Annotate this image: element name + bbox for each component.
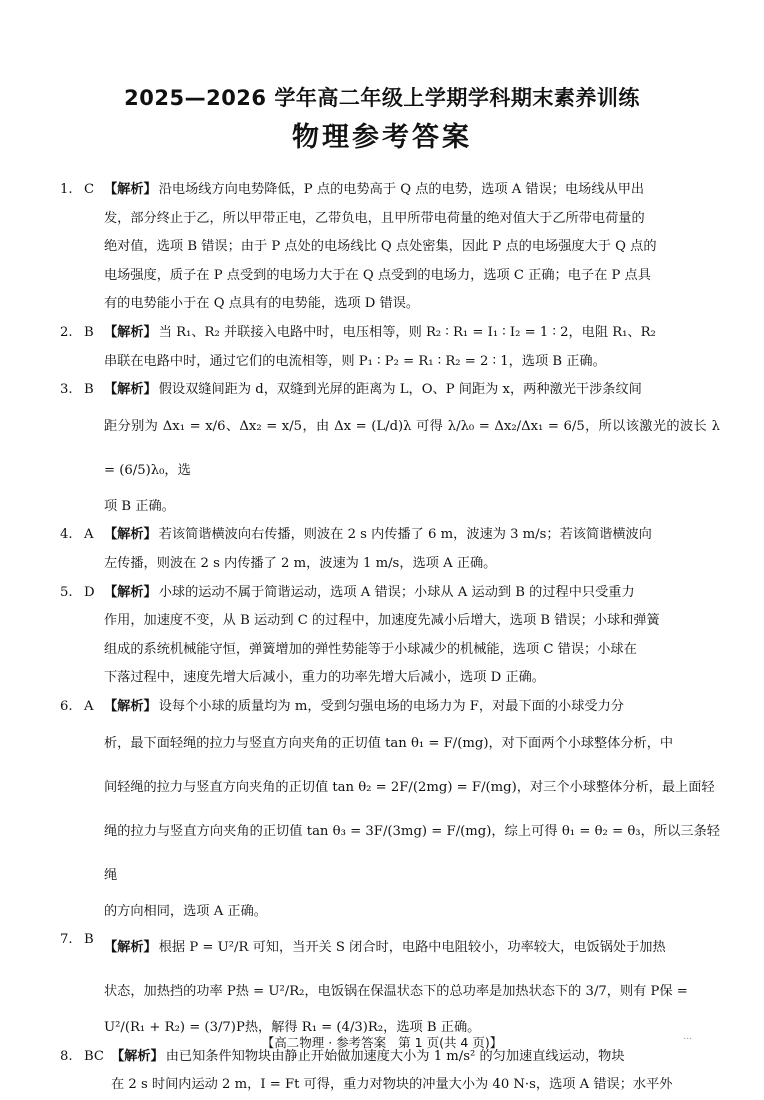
explanation-line	[104, 607, 720, 636]
answer-item	[60, 376, 720, 521]
explanation-text: 小球的运动不属于简谐运动，选项 A 错误；小球从 A 运动到 B 的过程中只受重力	[158, 584, 635, 600]
question-number: 4.	[60, 527, 73, 543]
explanation	[104, 319, 720, 376]
explanation-line	[104, 493, 720, 522]
explanation-text: 发，部分终止于乙，所以甲带正电，乙带负电，且甲所带电荷量的绝对值大于乙所带电荷量的	[104, 210, 645, 226]
answer-list	[60, 176, 720, 1100]
explanation	[104, 926, 720, 1043]
explanation-line	[104, 766, 720, 810]
explanation-text: U²/(R₁ + R₂) = (3/7)P热，解得 R₁ = (4/3)R₂，选项 B 正确。	[104, 1020, 481, 1036]
explanation-line	[104, 664, 720, 693]
explanation	[104, 579, 720, 693]
answer-choice: A	[84, 527, 94, 543]
answer-item	[60, 926, 720, 1043]
explanation-line	[104, 521, 720, 550]
question-number: 8.	[60, 1048, 73, 1064]
analysis-tag: 【解析】	[104, 324, 157, 340]
explanation-text: 串联在电路中时，通过它们的电流相等，则 P₁ ∶ P₂ = R₁ ∶ R₂ = 2 ∶ 1，选项 B 正确。	[104, 353, 606, 369]
question-number: 3.	[60, 382, 73, 398]
explanation-line	[111, 1071, 720, 1100]
explanation-text: 组成的系统机械能守恒，弹簧增加的弹性势能等于小球减少的机械能，选项 C 错误；小球在	[104, 641, 637, 657]
analysis-tag: 【解析】	[104, 182, 157, 197]
question-number: 7.	[60, 932, 73, 948]
explanation-text: 左传播，则波在 2 s 内传播了 2 m，波速为 1 m/s，选项 A 正确。	[104, 555, 497, 571]
answer-key-title: 物理参考答案	[292, 122, 472, 153]
explanation-text: 由已知条件知物块由静止开始做加速度大小为 1 m/s² 的匀加速直线运动，物块	[165, 1048, 625, 1064]
footer-subject: 【高二物理 · 参考答案	[261, 1035, 387, 1050]
explanation-line	[104, 550, 720, 579]
explanation-text: 下落过程中，速度先增大后减小，重力的功率先增大后减小，选项 D 正确。	[104, 670, 545, 686]
analysis-tag: 【解析】	[104, 382, 157, 398]
explanation-line	[104, 290, 720, 319]
explanation-text: 绝对值，选项 B 错误；由于 P 点处的电场线比 Q 点处密集，因此 P 点的电场强度大于 Q 点的	[104, 239, 657, 255]
footer-page-number: 第 1 页(共 4 页)】	[398, 1035, 503, 1050]
explanation-line	[104, 579, 720, 608]
explanation-line	[104, 376, 720, 405]
explanation-text: 在 2 s 时间内运动 2 m，I = Ft 可得，重力对物块的冲量大小为 40 N·s，选项 A 错误；水平外	[111, 1077, 673, 1093]
question-number: 2.	[60, 324, 73, 340]
explanation-line	[104, 205, 720, 234]
explanation-text: 项 B 正确。	[104, 498, 175, 514]
explanation-line	[104, 898, 720, 927]
analysis-tag: 【解析】	[104, 584, 157, 600]
answer-item	[60, 693, 720, 926]
explanation	[104, 693, 720, 926]
explanation-text: 有的电势能小于在 Q 点具有的电势能，选项 D 错误。	[104, 296, 420, 312]
explanation-text: 的方向相同，选项 A 正确。	[104, 903, 267, 919]
answer-choice: C	[84, 182, 95, 197]
explanation-line	[104, 926, 720, 970]
explanation-line	[104, 970, 720, 1014]
explanation-text: 作用，加速度不变，从 B 运动到 C 的过程中，加速度先减小后增大，选项 B 错误；小球和弹簧	[104, 613, 660, 629]
explanation-text: 电场强度，质子在 P 点受到的电场力大于在 Q 点受到的电场力，选项 C 正确；电子在 P 点具	[104, 267, 651, 283]
analysis-tag: 【解析】	[104, 698, 157, 714]
explanation-text: 若该简谐横波向右传播，则波在 2 s 内传播了 6 m，波速为 3 m/s；若该简谐横波向	[158, 527, 652, 543]
explanation-line	[104, 693, 720, 722]
question-number: 5.	[60, 584, 73, 600]
answer-choice: D	[84, 584, 95, 600]
explanation	[104, 376, 720, 521]
answer-choice: B	[84, 932, 94, 948]
answer-item	[60, 319, 720, 376]
explanation-text: 绳的拉力与竖直方向夹角的正切值 tan θ₃ = 3F/(3mg) = F/(mg)，综上可得 θ₁ = θ₂ = θ₃，所以三条轻绳	[104, 823, 720, 883]
explanation-text: 根据 P = U²/R 可知，当开关 S 闭合时，电路中电阻较小，功率较大，电饭锅处于加热	[158, 940, 666, 956]
answer-item	[60, 579, 720, 693]
explanation-text: 状态，加热挡的功率 P热 = U²/R₂，电饭锅在保温状态下的总功率是加热状态下的 3/7，则有 P保 =	[104, 984, 688, 1000]
explanation-line	[104, 722, 720, 766]
question-number: 6.	[60, 698, 73, 714]
answer-choice: B	[84, 324, 94, 340]
explanation-text: 析，最下面轻绳的拉力与竖直方向夹角的正切值 tan θ₁ = F/(mg)，对下面两个小球整体分析，中	[104, 735, 674, 751]
corner-mark: ...	[683, 1032, 692, 1042]
explanation-line	[104, 319, 720, 348]
explanation-text: 间轻绳的拉力与竖直方向夹角的正切值 tan θ₂ = 2F/(2mg) = F/(mg)，对三个小球整体分析，最上面轻	[104, 779, 715, 795]
page-footer	[0, 1033, 764, 1051]
explanation-line	[104, 405, 720, 493]
explanation-line	[104, 262, 720, 291]
explanation-line	[104, 233, 720, 262]
explanation	[111, 1043, 720, 1100]
analysis-tag: 【解析】	[111, 1048, 164, 1064]
answer-item	[60, 521, 720, 578]
explanation-line	[104, 348, 720, 377]
answer-item	[60, 1043, 720, 1100]
explanation-line	[104, 810, 720, 898]
explanation	[104, 176, 720, 319]
question-number: 1.	[60, 182, 73, 197]
analysis-tag: 【解析】	[104, 940, 157, 956]
exam-title: 2025—2026 学年高二年级上学期学科期末素养训练	[124, 86, 640, 110]
answer-item	[60, 176, 720, 319]
explanation	[104, 521, 720, 578]
explanation-text: 设每个小球的质量均为 m，受到匀强电场的电场力为 F，对最下面的小球受力分	[158, 698, 624, 714]
answer-choice: BC	[84, 1048, 105, 1064]
answer-choice: A	[84, 698, 94, 714]
explanation-text: 沿电场线方向电势降低，P 点的电势高于 Q 点的电势，选项 A 错误；电场线从甲出	[158, 182, 645, 197]
explanation-text: 假设双缝间距为 d，双缝到光屏的距离为 L，O、P 间距为 x，两种激光干涉条纹间	[158, 382, 642, 398]
answer-choice: B	[84, 382, 94, 398]
explanation-line	[104, 176, 720, 205]
explanation-text: 距分别为 Δx₁ = x/6、Δx₂ = x/5，由 Δx = (L/d)λ 可得 λ/λ₀ = Δx₂/Δx₁ = 6/5，所以该激光的波长 λ = (6/5)λ₀，选	[104, 418, 720, 478]
explanation-line	[104, 636, 720, 665]
analysis-tag: 【解析】	[104, 527, 157, 543]
explanation-text: 当 R₁、R₂ 并联接入电路中时，电压相等，则 R₂ ∶ R₁ = I₁ ∶ I₂ = 1 ∶ 2，电阻 R₁、R₂	[158, 324, 656, 340]
